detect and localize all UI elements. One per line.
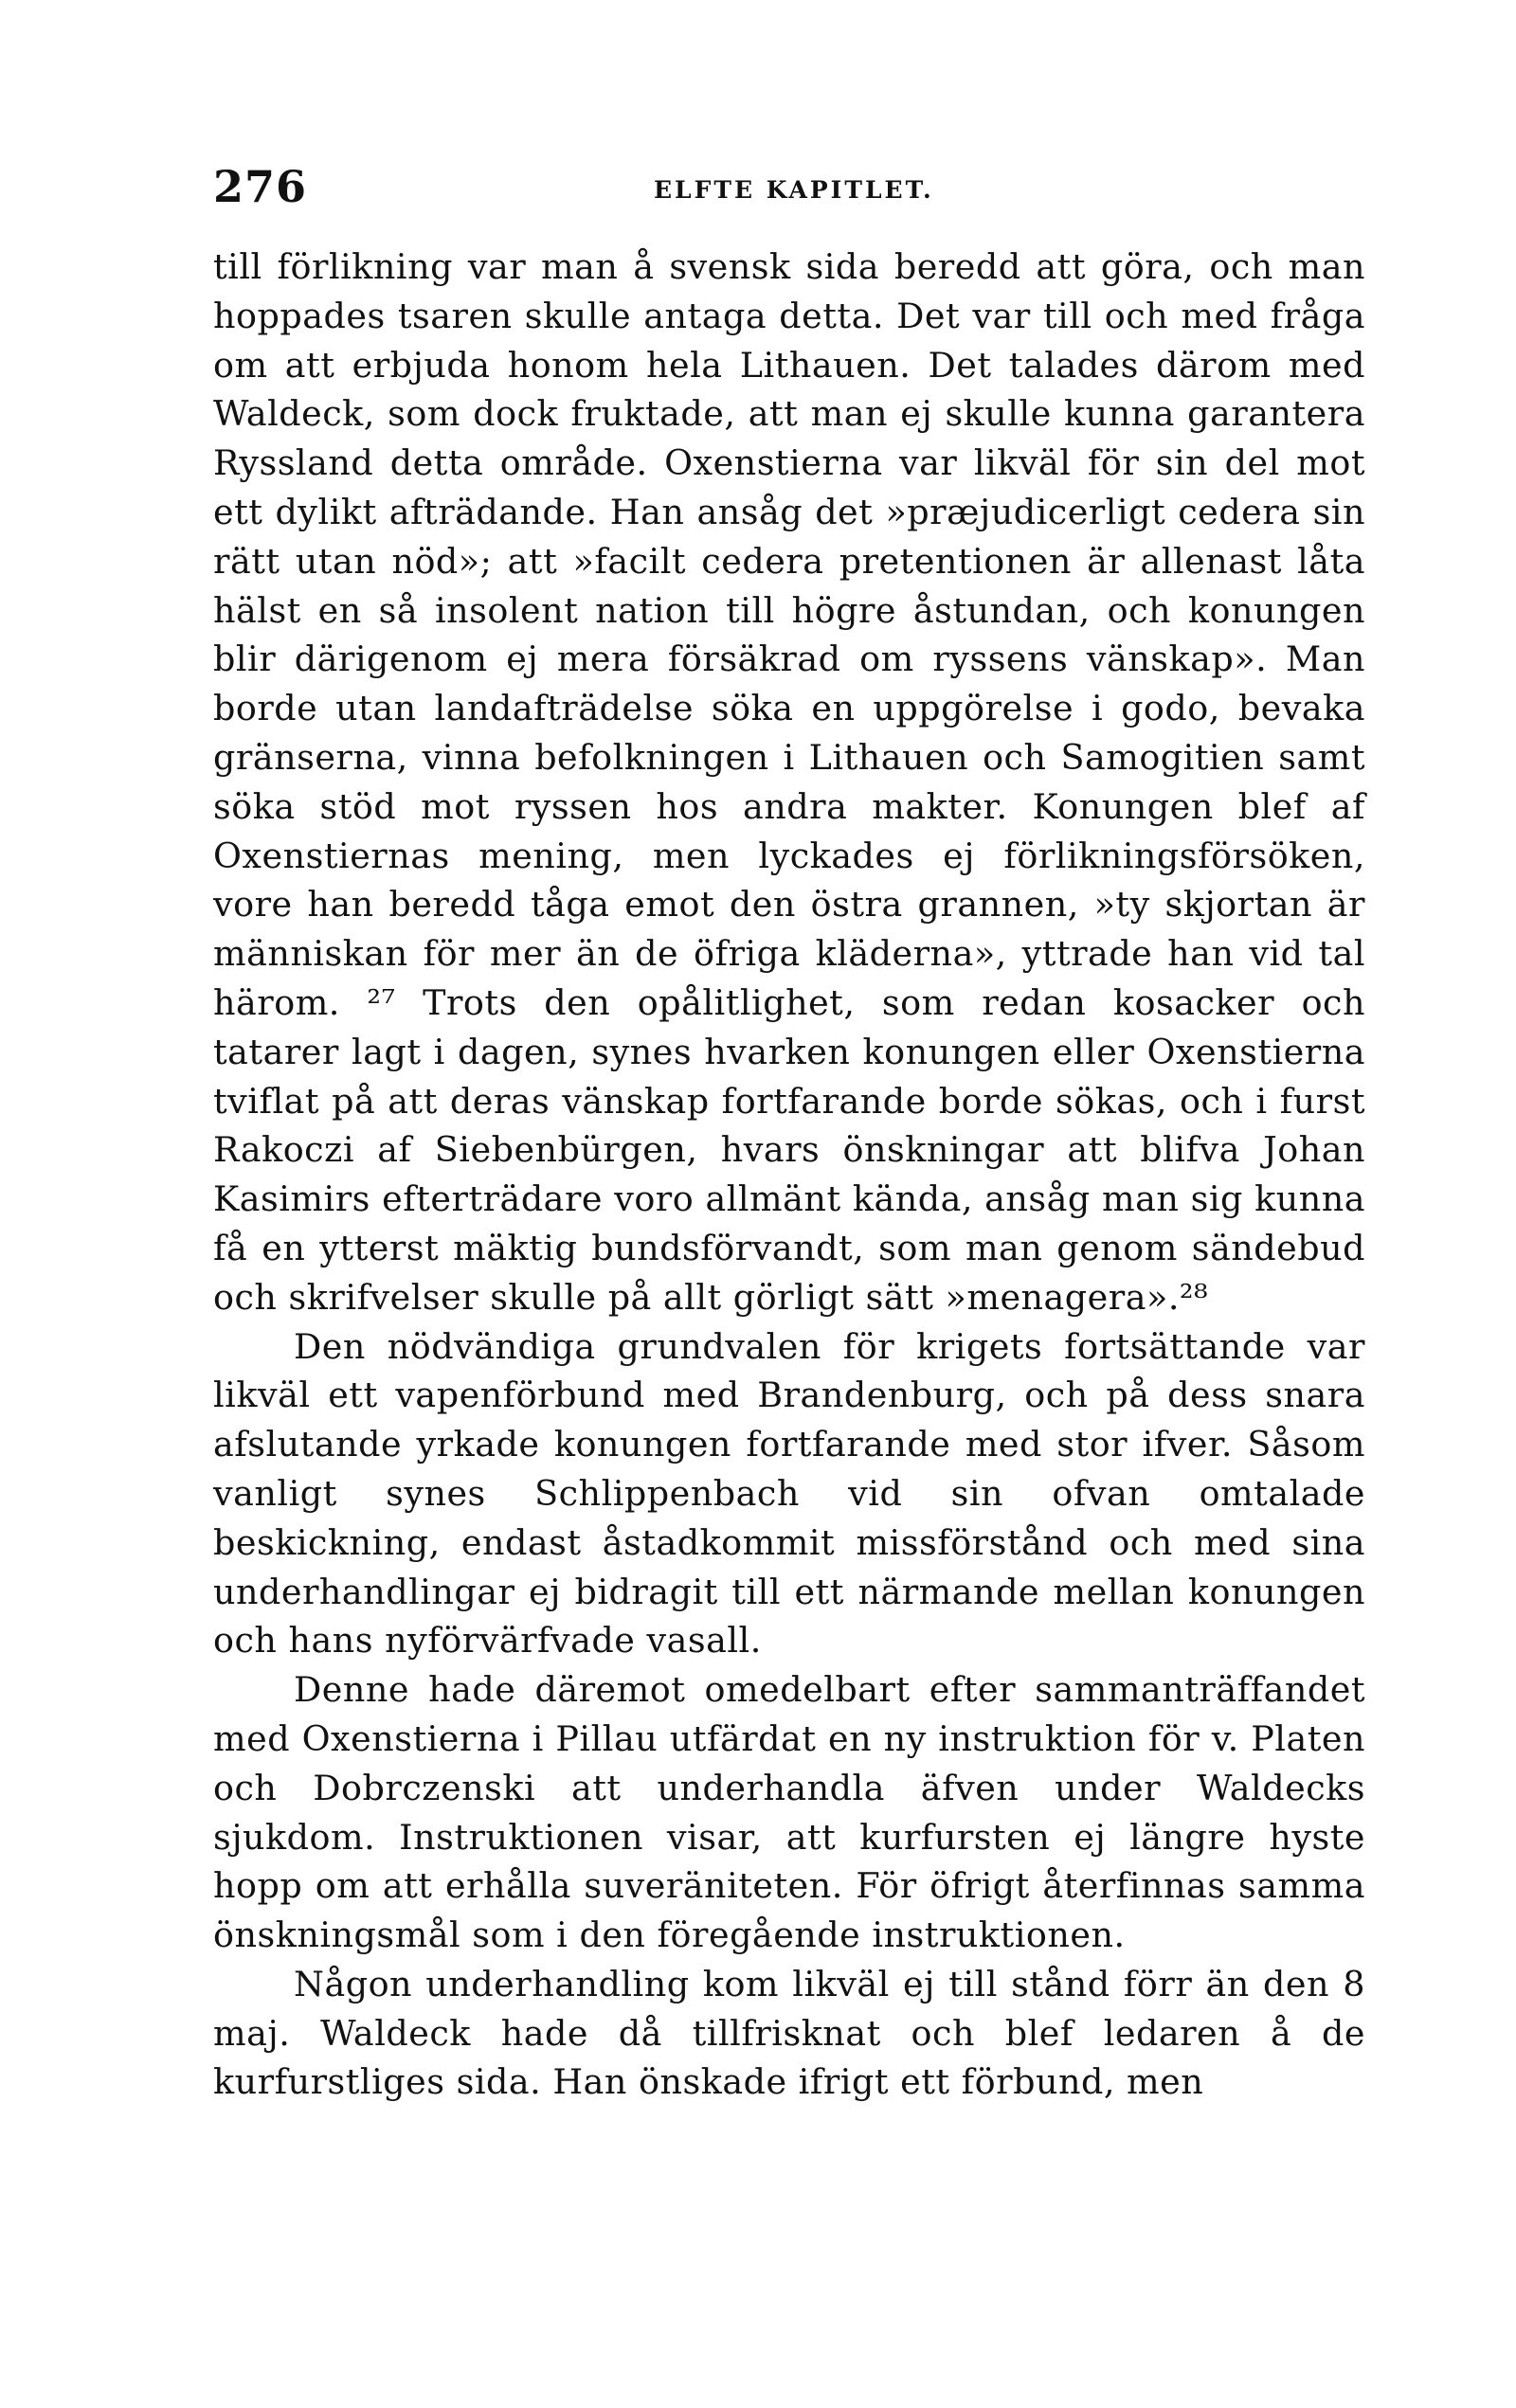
paragraph: Denne hade däremot omedelbart efter sammanträffandet med Oxenstierna i Pillau utfärdat en ny instruktion för v. Platen och Dobrczenski att underhandla äfven under Waldecks sjukdom. Instruktionen visar, att kurfursten ej längre hyste hopp om att erhålla suveräniteten. För öfrigt återfinnas samma önskningsmål som i den föregående instruktionen. <box>213 1669 1365 1956</box>
running-head: ELFTE KAPITLET. <box>654 176 934 204</box>
paragraph: Den nödvändiga grundvalen för krigets fortsättande var likväl ett vapenförbund med Brandenburg, och på dess snara afslutande yrkade konungen fortfarande med stor ifver. Såsom vanligt synes Schlippenbach vid sin ofvan omtalade beskickning, endast åstadkommit missförstånd och med sina underhandlingar ej bidragit till ett närmande mellan konungen och hans nyförvärfvade vasall. <box>213 1325 1365 1662</box>
body-text <box>213 243 1365 2107</box>
paragraph: Någon underhandling kom likväl ej till stånd förr än den 8 maj. Waldeck hade då tillfrisknat och blef ledaren å de kurfurstliges sida. Han önskade ifrigt ett förbund, men <box>213 1963 1365 2103</box>
paragraph: till förlikning var man å svensk sida beredd att göra, och man hoppades tsaren skulle antaga detta. Det var till och med fråga om att erbjuda honom hela Lithauen. Det talades därom med Waldeck, som dock fruktade, att man ej skulle kunna garantera Ryssland detta område. Oxenstierna var likväl för sin del mot ett dylikt afträdande. Han ansåg det »præjudicerligt cedera sin rätt utan nöd»; att »facilt cedera pretentionen är allenast låta hälst en så insolent nation till högre åstundan, och konungen blir därigenom ej mera försäkrad om ryssens vänskap». Man borde utan landafträdelse söka en uppgörelse i godo, bevaka gränserna, vinna befolkningen i Lithauen och Samogitien samt söka stöd mot ryssen hos andra makter. Konungen blef af Oxenstiernas mening, men lyckades ej förlikningsförsöken, vore han beredd tåga emot den östra grannen, »ty skjortan är människan för mer än de öfriga kläderna», yttrade han vid tal härom. ²⁷ Trots den opålitlighet, som redan kosacker och tatarer lagt i dagen, synes hvarken konungen eller Oxenstierna tviflat på att deras vänskap fortfarande borde sökas, och i furst Rakoczi af Siebenbürgen, hvars önskningar att blifva Johan Kasimirs efterträdare voro allmänt kända, ansåg man sig kunna få en ytterst mäktig bundsförvandt, som man genom sändebud och skrifvelser skulle på allt görligt sätt »menagera».²⁸ <box>213 246 1365 1318</box>
page-header <box>213 161 1365 218</box>
page-number: 276 <box>213 161 308 212</box>
